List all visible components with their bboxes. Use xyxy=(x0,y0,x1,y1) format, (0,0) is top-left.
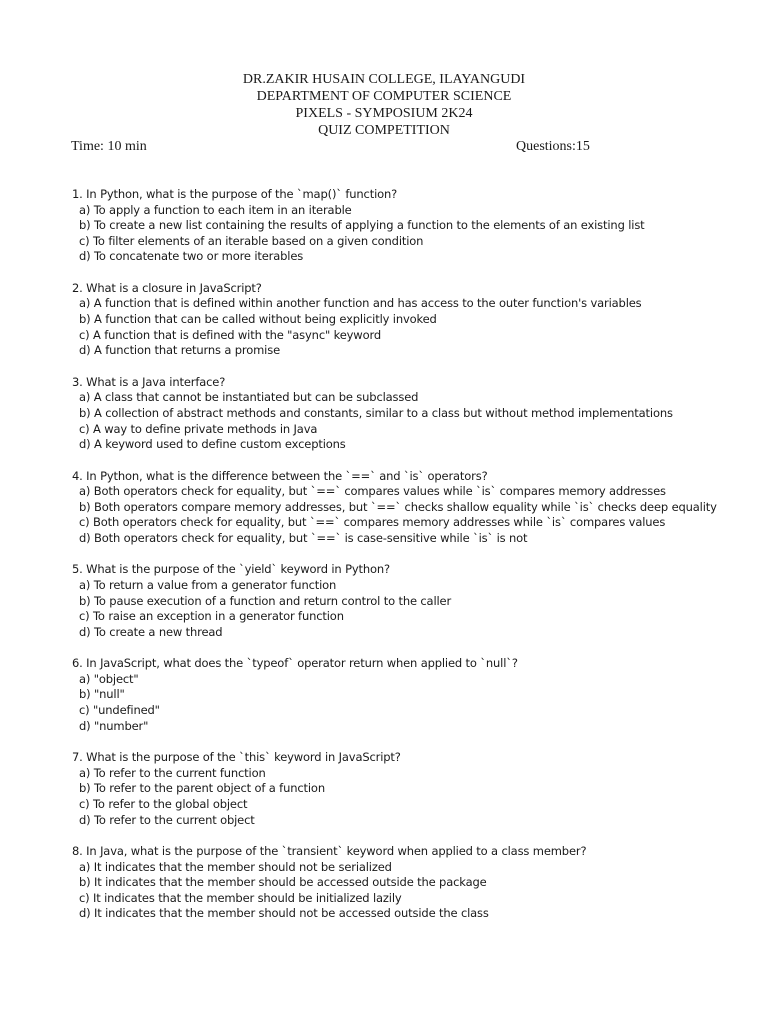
question-text: 7. What is the purpose of the `this` keyword in JavaScript? xyxy=(72,750,401,765)
option-c: c) "undefined" xyxy=(79,703,160,718)
option-a: a) A class that cannot be instantiated but can be subclassed xyxy=(79,390,419,405)
question-item xyxy=(72,750,752,828)
option-b: b) To refer to the parent object of a function xyxy=(79,781,325,796)
question-text: 4. In Python, what is the difference between the `==` and `is` operators? xyxy=(72,468,488,483)
question-text: 1. In Python, what is the purpose of the `map()` function? xyxy=(72,187,398,201)
option-d: d) To refer to the current object xyxy=(79,812,255,827)
department-name: DEPARTMENT OF COMPUTER SCIENCE xyxy=(256,89,512,104)
question-text: 6. In JavaScript, what does the `typeof` operator return when applied to `null`? xyxy=(72,656,518,671)
question-list xyxy=(72,187,752,938)
option-b: b) Both operators compare memory addresses, but `==` checks shallow equality while `is` checks deep equality xyxy=(79,499,717,514)
question-item xyxy=(72,656,752,734)
option-a: a) To apply a function to each item in an iterable xyxy=(79,202,352,217)
option-a: a) Both operators check for equality, but `==` compares values while `is` compares memory addresses xyxy=(79,484,666,499)
competition-title: QUIZ COMPETITION xyxy=(318,123,450,138)
option-a: a) It indicates that the member should not be serialized xyxy=(79,859,392,874)
option-d: d) A keyword used to define custom exceptions xyxy=(79,437,346,452)
option-a: a) "object" xyxy=(79,671,139,686)
option-d: d) To concatenate two or more iterables xyxy=(79,249,304,264)
option-a: a) A function that is defined within another function and has access to the outer function's variables xyxy=(79,296,642,311)
question-count: Questions:15 xyxy=(516,139,590,154)
option-c: c) Both operators check for equality, but `==` compares memory addresses while `is` compares values xyxy=(79,515,666,530)
option-d: d) It indicates that the member should not be accessed outside the class xyxy=(79,906,489,921)
question-text: 5. What is the purpose of the `yield` keyword in Python? xyxy=(72,562,390,577)
option-c: c) It indicates that the member should be initialized lazily xyxy=(79,890,402,905)
option-d: d) A function that returns a promise xyxy=(79,343,280,358)
option-c: c) To filter elements of an iterable based on a given condition xyxy=(79,233,424,248)
college-name: DR.ZAKIR HUSAIN COLLEGE, ILAYANGUDI xyxy=(242,72,526,87)
option-d: d) To create a new thread xyxy=(79,624,223,639)
question-item xyxy=(72,562,752,640)
question-item xyxy=(72,281,752,359)
question-item xyxy=(72,375,752,453)
option-c: c) To refer to the global object xyxy=(79,796,248,811)
option-d: d) "number" xyxy=(79,718,149,733)
option-b: b) A function that can be called without being explicitly invoked xyxy=(79,312,437,327)
option-d: d) Both operators check for equality, but `==` is case-sensitive while `is` is not xyxy=(79,530,528,545)
option-b: b) It indicates that the member should be accessed outside the package xyxy=(79,875,487,890)
option-b: b) To create a new list containing the results of applying a function to the elements of an existing list xyxy=(79,218,645,233)
option-b: b) A collection of abstract methods and constants, similar to a class but without method implementations xyxy=(79,405,673,420)
time-limit: Time: 10 min xyxy=(71,139,147,154)
option-a: a) To return a value from a generator function xyxy=(79,578,337,593)
option-c: c) To raise an exception in a generator function xyxy=(79,609,344,624)
option-c: c) A way to define private methods in Java xyxy=(79,421,318,436)
option-a: a) To refer to the current function xyxy=(79,765,266,780)
option-c: c) A function that is defined with the "async" keyword xyxy=(79,327,381,342)
question-item xyxy=(72,844,752,922)
option-b: b) To pause execution of a function and return control to the caller xyxy=(79,593,452,608)
question-text: 8. In Java, what is the purpose of the `transient` keyword when applied to a class member? xyxy=(72,844,587,859)
option-b: b) "null" xyxy=(79,687,125,702)
question-text: 2. What is a closure in JavaScript? xyxy=(72,280,262,295)
question-item xyxy=(72,187,752,265)
event-name: PIXELS - SYMPOSIUM 2K24 xyxy=(295,106,473,121)
question-item xyxy=(72,469,752,547)
document-header xyxy=(0,71,768,139)
question-text: 3. What is a Java interface? xyxy=(72,374,226,389)
